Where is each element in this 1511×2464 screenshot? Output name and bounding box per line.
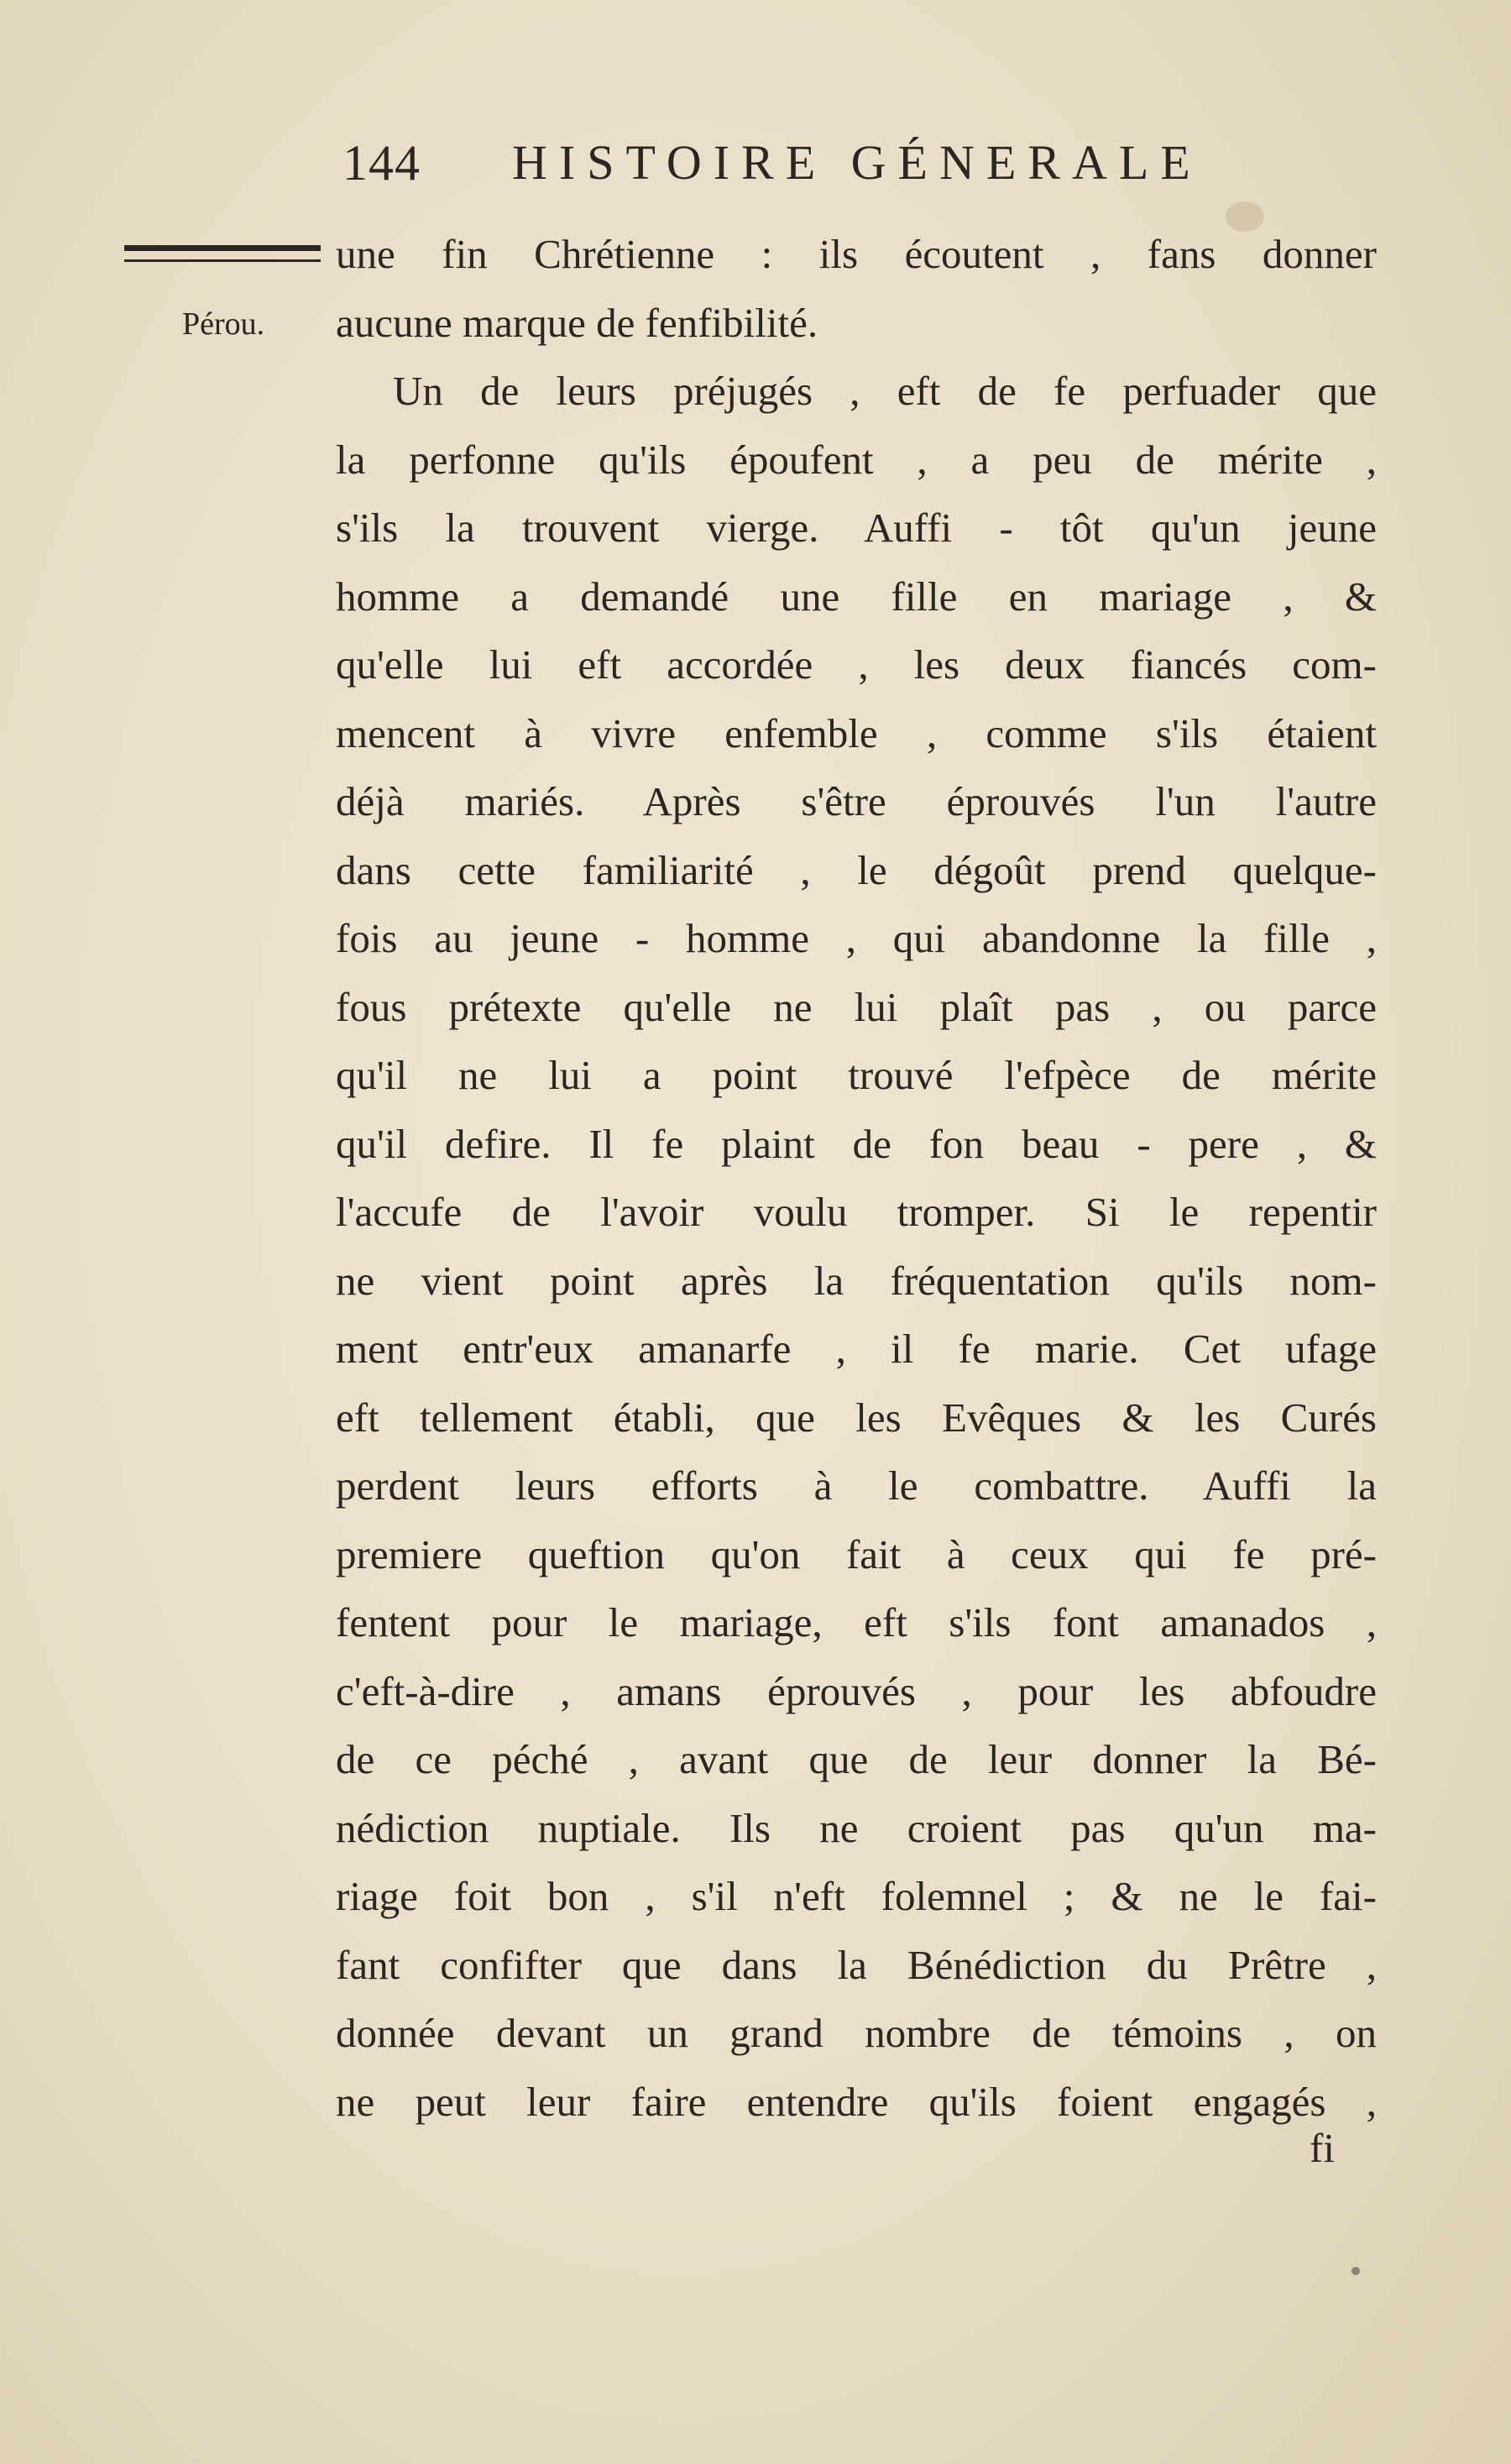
text-line: homme a demandé une fille en mariage , & (336, 573, 1377, 620)
text-line: fant confifter que dans la Bénédiction du Prêtre , (336, 1941, 1377, 1988)
text-line: c'eft-à-dire , amans éprouvés , pour les abfoudre (336, 1667, 1377, 1714)
header-rule (124, 245, 321, 262)
running-title: HISTOIRE GÉNERALE (512, 135, 1202, 190)
margin-note: Pérou. (182, 306, 265, 342)
text-line: qu'il ne lui a point trouvé l'efpèce de mérite (336, 1052, 1377, 1098)
text-line: aucune marque de fenfibilité. (336, 299, 818, 346)
text-line: ment entr'eux amanarfe , il fe marie. Cet ufage (336, 1326, 1377, 1372)
text-line: Un de leurs préjugés , eft de fe perfuader que (393, 368, 1377, 414)
text-line: ne peut leur faire entendre qu'ils foient engagés , (336, 2078, 1377, 2125)
foxing-stain (1352, 2267, 1360, 2275)
text-line: mencent à vivre enfemble , comme s'ils étaient (336, 709, 1377, 756)
page-number: 144 (342, 135, 421, 191)
text-line: déjà mariés. Après s'être éprouvés l'un l'autre (336, 778, 1377, 824)
text-line: donnée devant un grand nombre de témoins , on (336, 2010, 1377, 2056)
text-line: fentent pour le mariage, eft s'ils font amanados , (336, 1599, 1377, 1645)
running-header (342, 134, 1350, 210)
text-line: l'accufe de l'avoir voulu tromper. Si le repentir (336, 1189, 1377, 1235)
text-line: perdent leurs efforts à le combattre. Auffi la (336, 1462, 1377, 1509)
text-line: nédiction nuptiale. Ils ne croient pas qu'un ma- (336, 1804, 1377, 1851)
text-line: s'ils la trouvent vierge. Auffi - tôt qu'un jeune (336, 505, 1377, 551)
text-line: la perfonne qu'ils époufent , a peu de mérite , (336, 436, 1377, 483)
text-line: riage foit bon , s'il n'eft folemnel ; & ne le fai- (336, 1873, 1377, 1919)
text-line: une fin Chrétienne : ils écoutent , fans donner (336, 231, 1377, 277)
text-line: premiere queftion qu'on fait à ceux qui fe pré- (336, 1530, 1377, 1577)
body-text (336, 220, 1377, 2136)
text-line: de ce péché , avant que de leur donner la Bé- (336, 1736, 1377, 1782)
text-line: ne vient point après la fréquentation qu'ils nom- (336, 1257, 1377, 1304)
text-line: fous prétexte qu'elle ne lui plaît pas , ou parce (336, 983, 1377, 1030)
text-line: eft tellement établi, que les Evêques & les Curés (336, 1394, 1377, 1441)
text-line: qu'il defire. Il fe plaint de fon beau - pere , & (336, 1120, 1377, 1167)
catchword: fi (1310, 2125, 1335, 2171)
text-line: dans cette familiarité , le dégoût prend quelque- (336, 846, 1377, 893)
text-line: qu'elle lui eft accordée , les deux fiancés com- (336, 641, 1377, 688)
text-line: fois au jeune - homme , qui abandonne la fille , (336, 915, 1377, 961)
